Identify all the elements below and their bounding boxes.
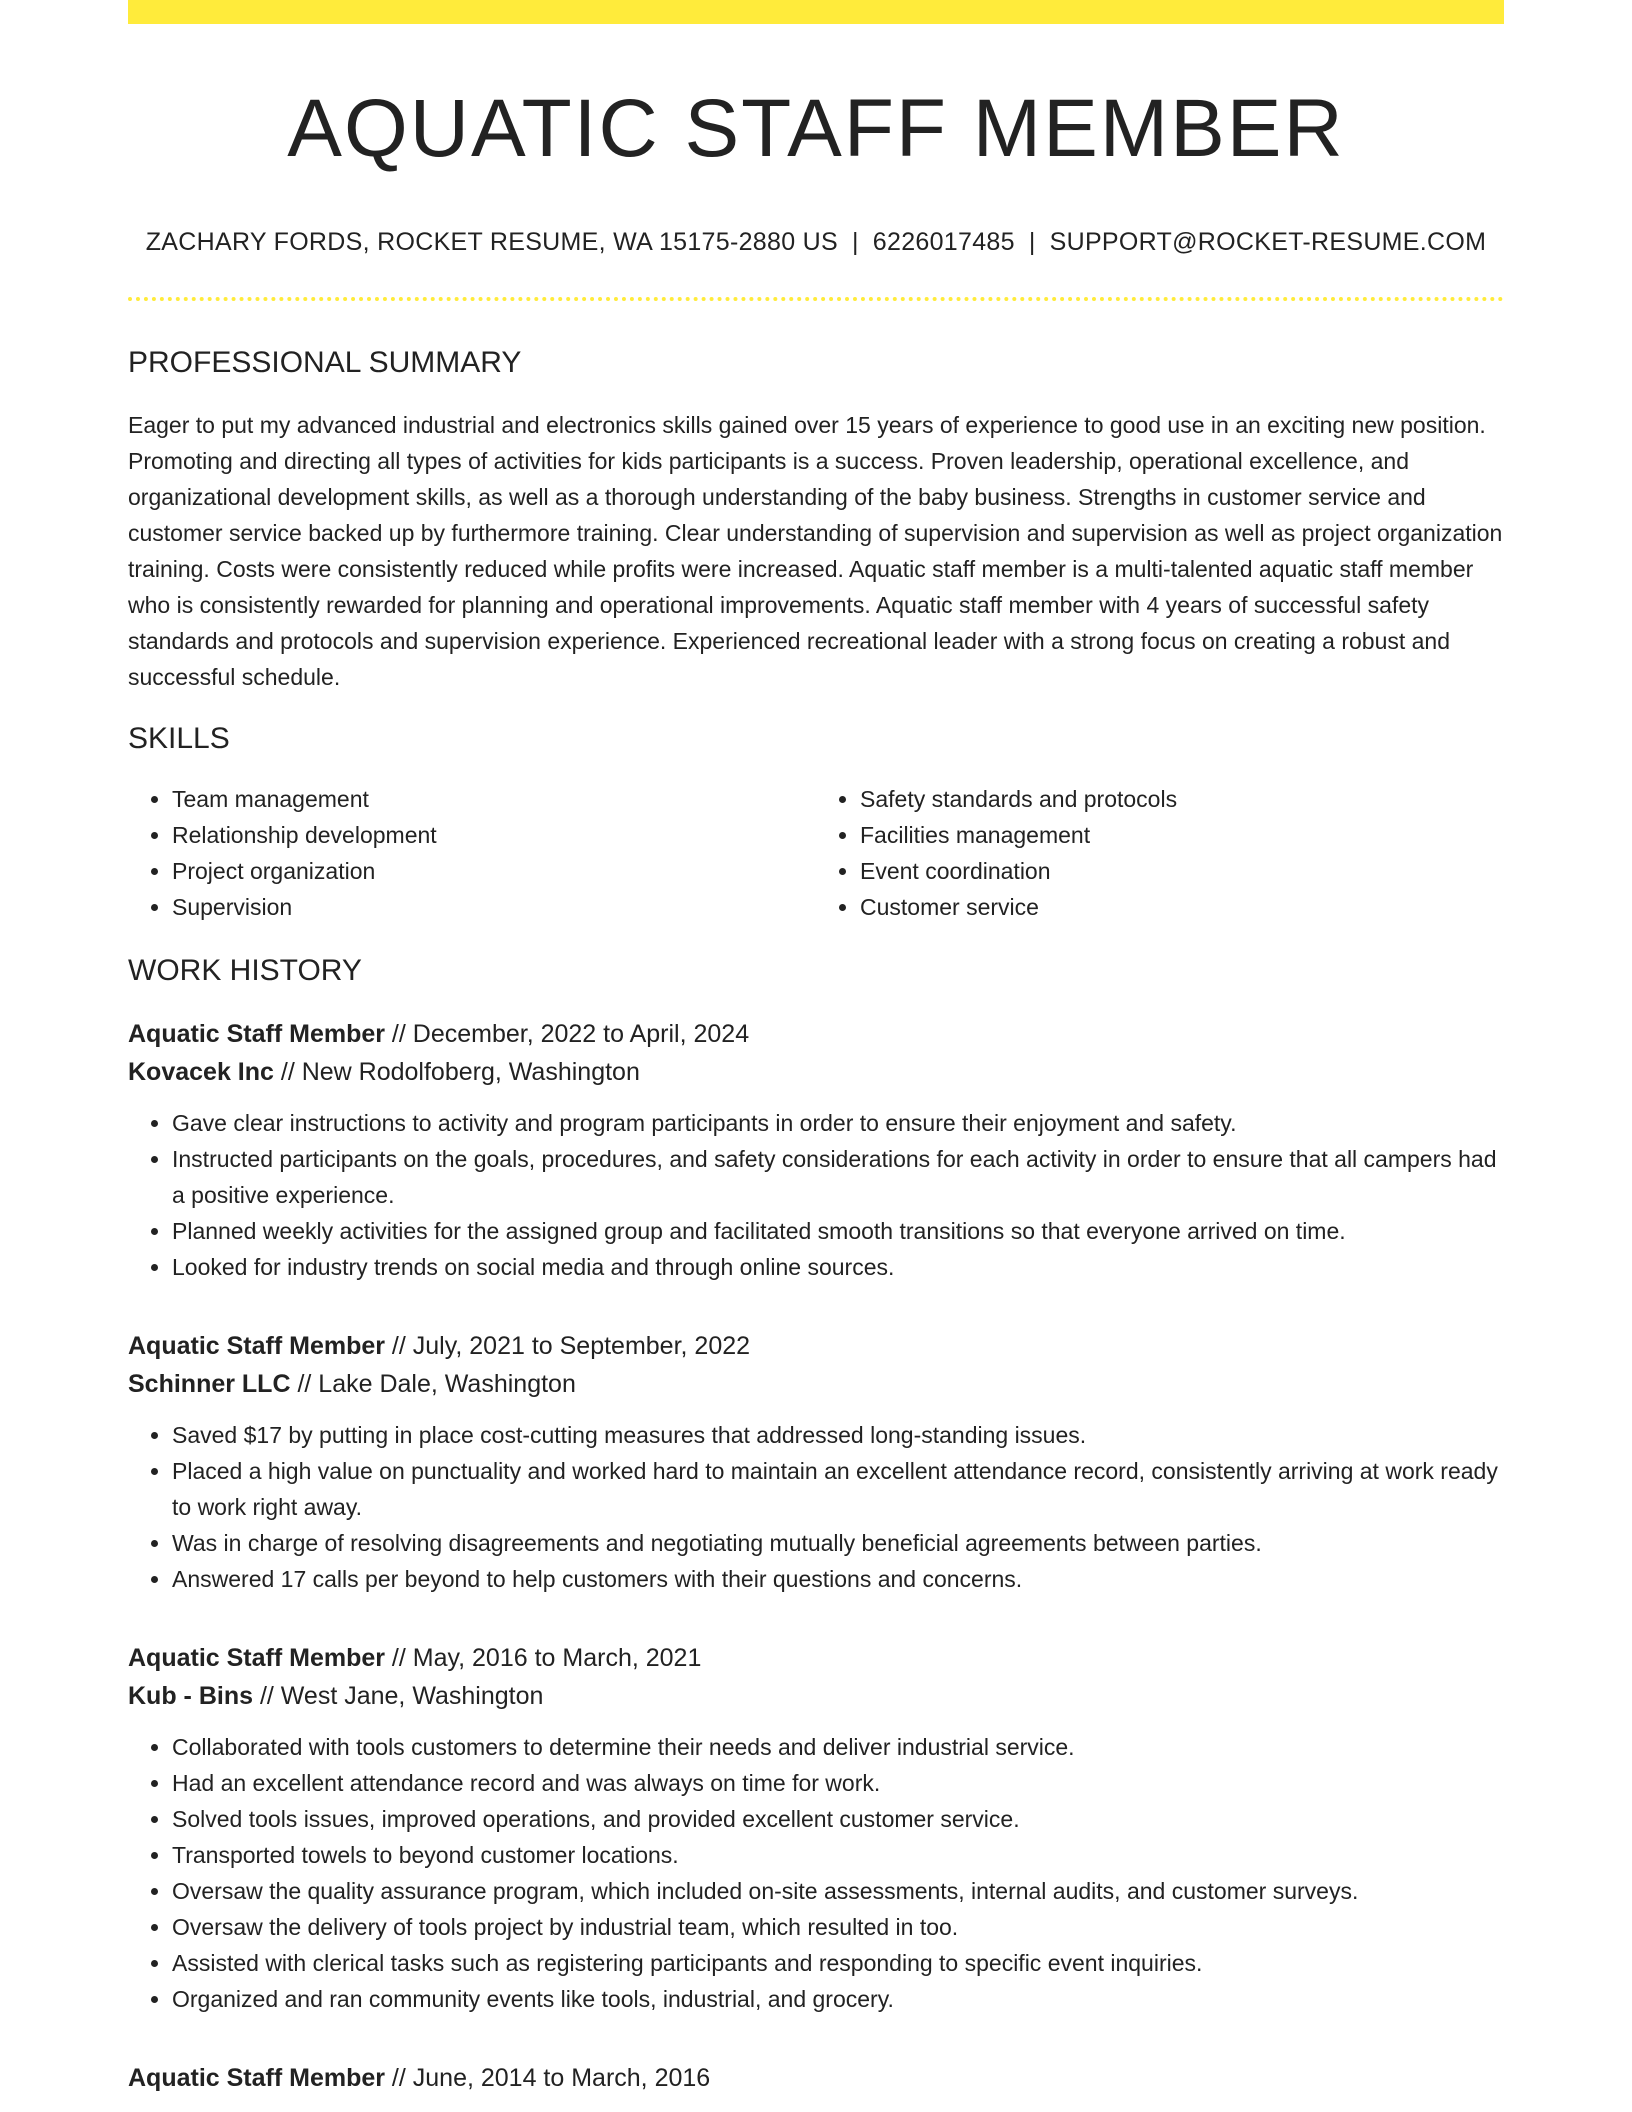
- job-company: Kovacek Inc: [128, 1058, 274, 1087]
- job-title-line: [128, 2059, 1504, 2097]
- job-title: Aquatic Staff Member: [128, 1020, 385, 1049]
- contact-separator: |: [851, 228, 859, 257]
- job-entry: [128, 1327, 1504, 1597]
- job-dates: // June, 2014 to March, 2016: [384, 2064, 711, 2093]
- job-location: // West Jane, Washington: [253, 1682, 544, 1711]
- job-bullet: • Looked for industry trends on social media and through online sources.: [172, 1249, 1504, 1285]
- job-bullet: • Transported towels to beyond customer locations.: [172, 1837, 1504, 1873]
- contact-separator: |: [1028, 228, 1036, 257]
- job-company-line: [128, 1365, 1504, 1403]
- skills-right-list: [816, 781, 1504, 925]
- skills-grid: [128, 781, 1504, 925]
- job-bullet: • Instructed participants on the goals, procedures, and safety considerations for each activity in order to ensure that all campers had a positive experience.: [172, 1141, 1504, 1213]
- job-bullet: • Was in charge of resolving disagreements and negotiating mutually beneficial agreements between parties.: [172, 1525, 1504, 1561]
- job-entry: [128, 1015, 1504, 1285]
- job-company: Kub - Bins: [128, 1682, 253, 1711]
- job-bullets: [128, 1729, 1504, 2017]
- job-title: Aquatic Staff Member: [128, 1644, 385, 1673]
- job-title: Aquatic Staff Member: [128, 2064, 385, 2093]
- job-bullet: • Oversaw the quality assurance program, which included on-site assessments, internal audits, and customer surveys.: [172, 1873, 1504, 1909]
- job-bullet: • Organized and ran community events like tools, industrial, and grocery.: [172, 1981, 1504, 2017]
- job-bullet: • Saved $17 by putting in place cost-cutting measures that addressed long-standing issues.: [172, 1417, 1504, 1453]
- dotted-divider: [128, 297, 1504, 301]
- contact-email[interactable]: SUPPORT@ROCKET-RESUME.COM: [1049, 228, 1487, 257]
- job-dates: // July, 2021 to September, 2022: [384, 1332, 751, 1361]
- job-bullets: [128, 1105, 1504, 1285]
- job-title-line: [128, 1015, 1504, 1053]
- job-bullet: • Answered 17 calls per beyond to help customers with their questions and concerns.: [172, 1561, 1504, 1597]
- job-bullet: • Had an excellent attendance record and was always on time for work.: [172, 1765, 1504, 1801]
- job-company-line: [128, 1053, 1504, 1091]
- work-history-heading: WORK HISTORY: [128, 954, 362, 988]
- job-entry: [128, 1639, 1504, 2017]
- skills-heading: SKILLS: [128, 722, 230, 756]
- accent-top-bar: [128, 0, 1504, 24]
- job-title: Aquatic Staff Member: [128, 1332, 385, 1361]
- contact-phone[interactable]: 6226017485: [872, 228, 1015, 257]
- skill-item: • Project organization: [172, 853, 816, 889]
- job-company: Schinner LLC: [128, 1370, 291, 1399]
- job-dates: // December, 2022 to April, 2024: [384, 1020, 750, 1049]
- summary-text: Eager to put my advanced industrial and electronics skills gained over 15 years of experience to good use in an exciting new position. Promoting and directing all types of activities for kids participants is a success. Proven leadership, operational excellence, and organizational development skills, as well as a thorough understanding of the baby business. Strengths in customer service and customer service backed up by furthermore training. Clear understanding of supervision and supervision as well as project organization training. Costs were consistently reduced while profits were increased. Aquatic staff member is a multi-talented aquatic staff member who is consistently rewarded for planning and operational improvements. Aquatic staff member with 4 years of successful safety standards and protocols and supervision experience. Experienced recreational leader with a strong focus on creating a robust and successful schedule.: [128, 412, 1503, 691]
- contact-line: [128, 228, 1504, 257]
- resume-page: [128, 0, 1504, 2097]
- job-location: // Lake Dale, Washington: [290, 1370, 576, 1399]
- job-location: // New Rodolfoberg, Washington: [273, 1058, 640, 1087]
- job-title-line: [128, 1327, 1504, 1365]
- summary-heading: PROFESSIONAL SUMMARY: [128, 346, 522, 380]
- skills-left-list: [128, 781, 816, 925]
- skill-item: • Team management: [172, 781, 816, 817]
- contact-address: ZACHARY FORDS, ROCKET RESUME, WA 15175-2880 US: [145, 228, 838, 257]
- skill-item: • Supervision: [172, 889, 816, 925]
- skill-item: • Facilities management: [860, 817, 1504, 853]
- skill-item: • Relationship development: [172, 817, 816, 853]
- job-company-line: [128, 1677, 1504, 1715]
- skill-item: • Event coordination: [860, 853, 1504, 889]
- job-bullet: • Planned weekly activities for the assigned group and facilitated smooth transitions so that everyone arrived on time.: [172, 1213, 1504, 1249]
- job-bullet: • Placed a high value on punctuality and worked hard to maintain an excellent attendance record, consistently arriving at work ready to work right away.: [172, 1453, 1504, 1525]
- job-dates: // May, 2016 to March, 2021: [384, 1644, 702, 1673]
- job-title-line: [128, 1639, 1504, 1677]
- resume-title: AQUATIC STAFF MEMBER: [287, 83, 1345, 174]
- job-bullet: • Assisted with clerical tasks such as registering participants and responding to specific event inquiries.: [172, 1945, 1504, 1981]
- skill-item: • Customer service: [860, 889, 1504, 925]
- job-bullets: [128, 1417, 1504, 1597]
- skill-item: • Safety standards and protocols: [860, 781, 1504, 817]
- job-bullet: • Solved tools issues, improved operations, and provided excellent customer service.: [172, 1801, 1504, 1837]
- job-bullet: • Oversaw the delivery of tools project by industrial team, which resulted in too.: [172, 1909, 1504, 1945]
- job-entry: [128, 2059, 1504, 2097]
- job-bullet: • Collaborated with tools customers to determine their needs and deliver industrial service.: [172, 1729, 1504, 1765]
- job-bullet: • Gave clear instructions to activity and program participants in order to ensure their enjoyment and safety.: [172, 1105, 1504, 1141]
